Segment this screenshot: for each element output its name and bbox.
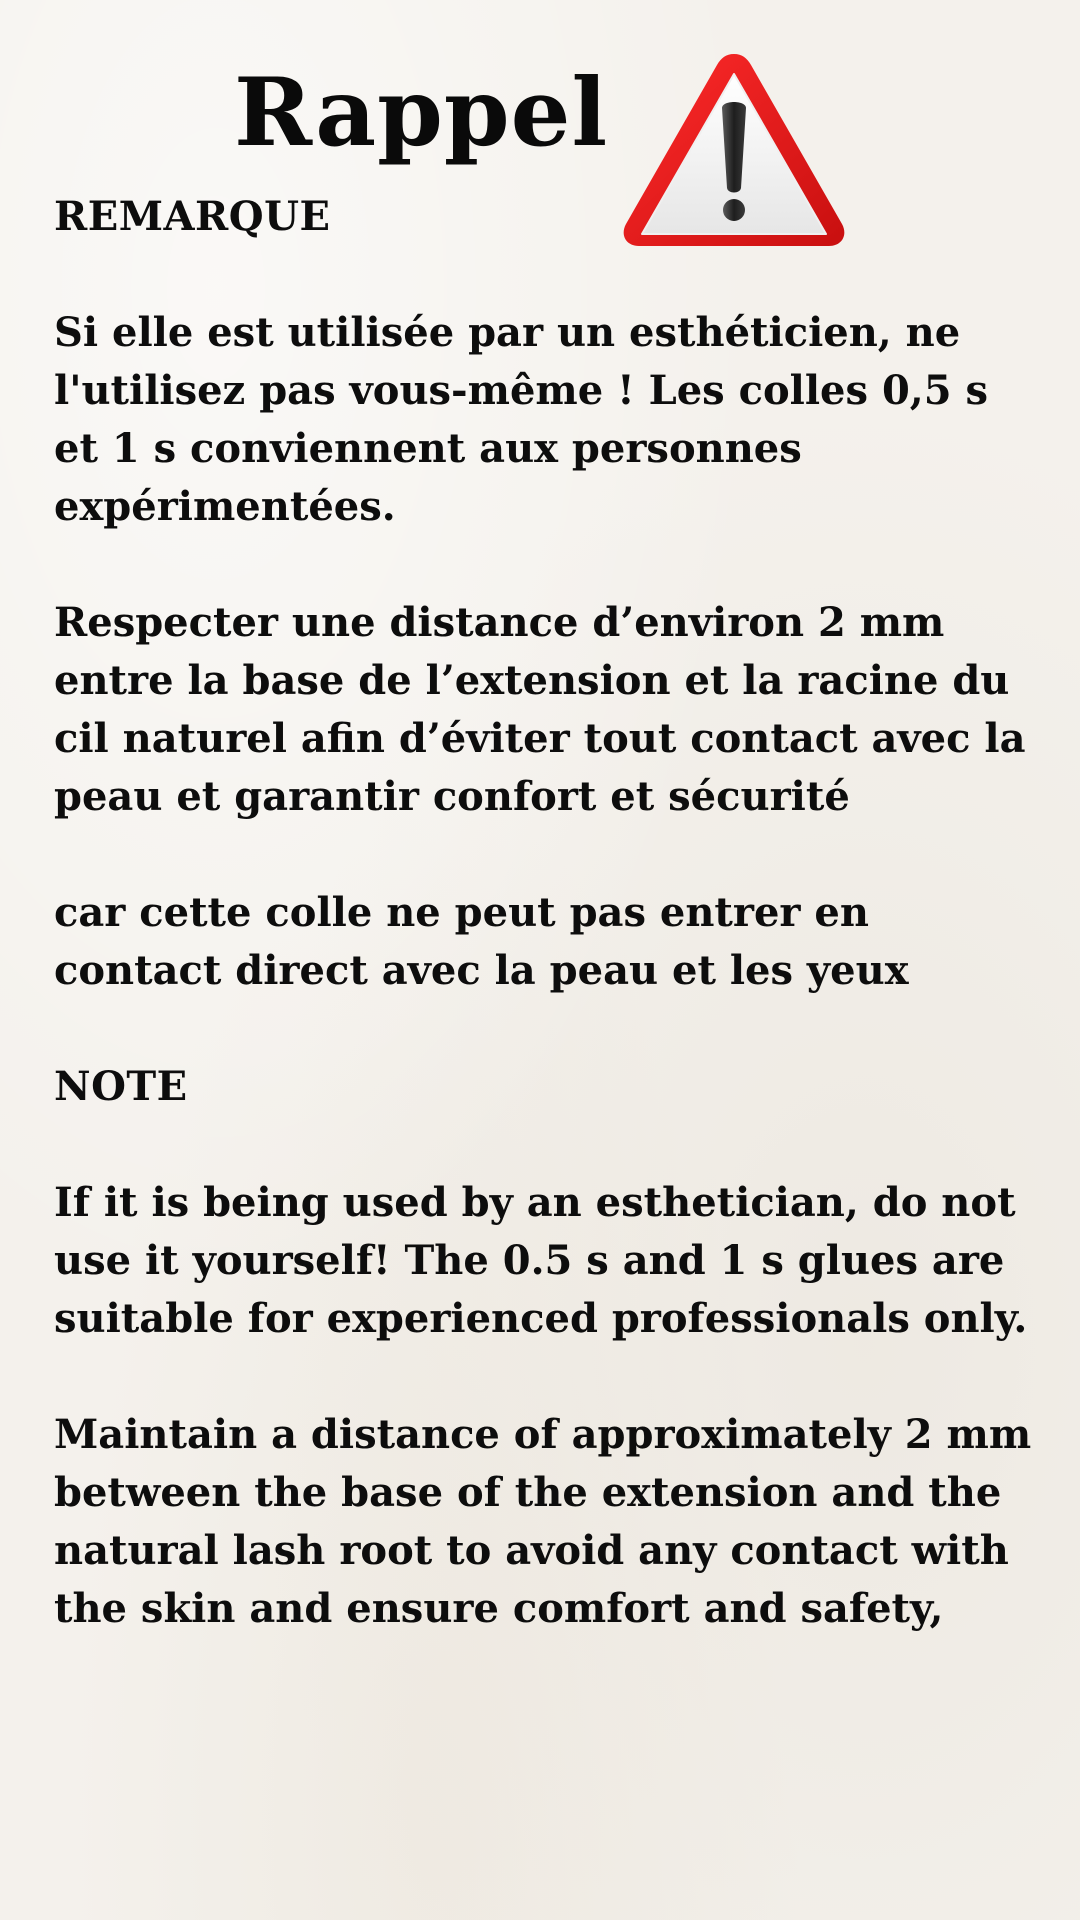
french-heading: REMARQUE xyxy=(54,193,331,240)
english-paragraph-2: Maintain a distance of approximately 2 mm between the base of the extension and the natural lash root to avoid any contact with the skin and ensure comfort and safety, xyxy=(54,1411,1032,1632)
english-paragraph-1: If it is being used by an esthetician, do not use it yourself! The 0.5 s and 1 s glues are suitable for experienced professionals only. xyxy=(54,1179,1028,1342)
french-paragraph-2: Respecter une distance d’environ 2 mm entre la base de l’extension et la racine du cil naturel afin d’éviter tout contact avec la peau et garantir confort et sécurité xyxy=(54,599,1026,820)
french-paragraph-1: Si elle est utilisée par un esthéticien, ne l'utilisez pas vous-même ! Les colles 0,5 s et 1 s conviennent aux personnes expérimentées. xyxy=(54,309,988,530)
french-paragraph-3: car cette colle ne peut pas entrer en contact direct avec la peau et les yeux xyxy=(54,889,909,994)
page-title: Rappel xyxy=(234,58,609,168)
english-heading: NOTE xyxy=(54,1063,188,1110)
